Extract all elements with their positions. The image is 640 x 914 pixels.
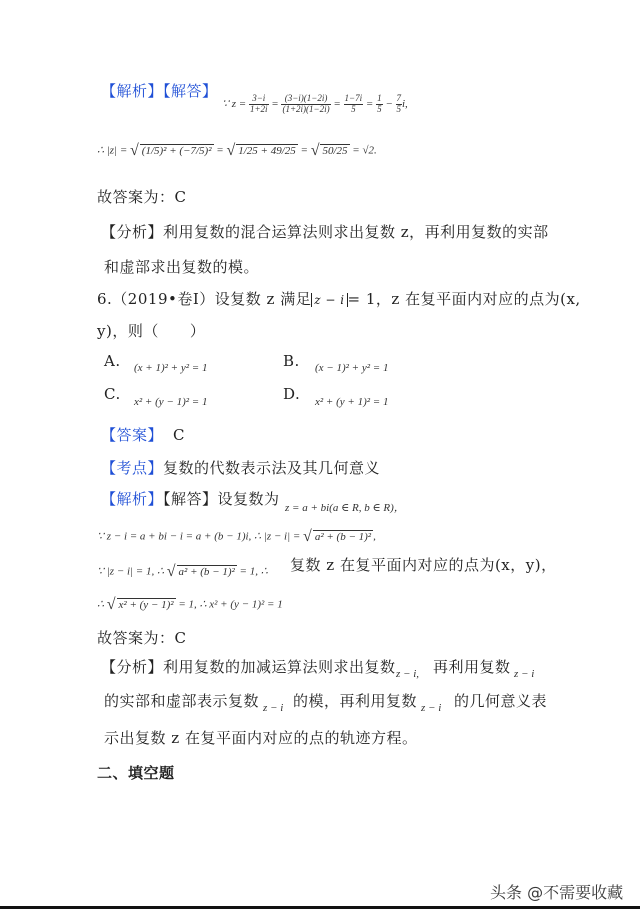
solution-line-c <box>97 563 268 581</box>
option-c: x² + (y − 1)² = 1 <box>134 396 208 408</box>
watermark: 头条 @不需要收藏 <box>490 883 624 902</box>
eq-text: , <box>373 530 376 543</box>
kaodian-row <box>101 457 380 478</box>
answer-tag: 【答案】 <box>101 426 164 444</box>
solution-header <box>101 488 280 509</box>
z-definition: z = a + bi(a ∈ R, b ∈ R)， <box>285 502 405 514</box>
analysis-text: 的模，再利用复数 <box>293 692 418 710</box>
numerator: (3−i)(1−2i) <box>281 94 330 105</box>
inline-math: z − i <box>514 668 535 680</box>
numerator: 7 <box>396 93 401 103</box>
answer-value: C <box>173 426 185 444</box>
sqrt-icon: √ <box>166 563 176 580</box>
question-6-stem <box>97 288 581 309</box>
modulus-equation <box>97 142 377 160</box>
inline-math: z − i <box>263 702 284 714</box>
fraction <box>344 94 364 115</box>
fraction <box>281 94 330 115</box>
eq-text: = <box>363 97 377 110</box>
eq-text: = √2. <box>349 144 377 157</box>
radicand: a² + (b − 1)² <box>178 565 235 578</box>
z-equation <box>222 94 408 115</box>
answer-line-1: 故答案为：C <box>97 188 187 206</box>
option-c-label: C. <box>104 385 121 403</box>
option-d-label: D. <box>283 385 301 403</box>
option-b-label: B. <box>283 352 300 370</box>
denominator: 5 <box>377 103 382 114</box>
eq-text: − <box>382 97 396 110</box>
analysis-1-line-2: 和虚部求出复数的模。 <box>104 258 260 276</box>
eq-text: ∴ <box>97 598 107 611</box>
radicand: x² + (y − 1)² <box>118 598 174 611</box>
answer-tag: 【解答】 <box>163 82 218 100</box>
eq-text: = <box>213 144 227 157</box>
denominator: (1+2i)(1−2i) <box>282 103 330 114</box>
sqrt-icon: √ <box>130 142 139 159</box>
fraction <box>249 94 269 115</box>
answer-tag: 【解答】 <box>163 490 218 508</box>
option-a: (x + 1)² + y² = 1 <box>134 362 208 374</box>
solution-line-d <box>97 596 283 614</box>
inline-math: z − i <box>421 702 442 714</box>
analysis-header <box>101 80 218 101</box>
denominator: 5 <box>396 103 401 114</box>
eq-text: = 1, ∴ x² + (y − 1)² = 1 <box>175 598 283 611</box>
analysis-tag: 【解析】 <box>101 490 164 508</box>
analysis-2-line-2: 的实部和虚部表示复数 <box>104 692 260 710</box>
solution-line-b <box>97 528 376 546</box>
sqrt-icon: √ <box>226 142 236 159</box>
numerator: 1 <box>377 93 382 103</box>
eq-text: ∵ |z − i| = 1, ∴ <box>97 565 167 578</box>
stem-text: = 1，z 在复平面内对应的点为(x, <box>347 290 581 308</box>
answer-line-2: 故答案为：C <box>97 629 187 647</box>
radicand: (1/5)² + (−7/5)² <box>141 144 212 157</box>
analysis-2-line-1 <box>101 656 396 677</box>
sqrt-icon: √ <box>303 528 312 545</box>
section-heading: 二、填空题 <box>97 764 175 782</box>
analysis-1-line-1: 【分析】利用复数的混合运算法则求出复数 z，再利用复数的实部 <box>101 223 549 241</box>
analysis-text: 再利用复数 <box>433 658 511 676</box>
eq-text: = 1, ∴ <box>236 565 268 578</box>
analysis-text: 【分析】利用复数的加减运算法则求出复数 <box>101 658 396 676</box>
question-6-stem-line-2: y)，则（ ） <box>97 322 206 340</box>
sqrt-icon: √ <box>106 596 116 613</box>
eq-text: ∴ |z| = <box>97 144 130 157</box>
option-a-label: A. <box>104 352 121 370</box>
option-d: x² + (y + 1)² = 1 <box>315 396 389 408</box>
modulus-box: z − i <box>311 293 347 307</box>
numerator: 1−7i <box>344 93 363 103</box>
eq-text: = <box>268 97 282 110</box>
kaodian-text: 复数的代数表示法及其几何意义 <box>163 459 381 477</box>
eq-text: ∵ z − i = a + bi − i = a + (b − 1)i, ∴ |z − i| = <box>97 530 304 543</box>
radicand: 1/25 + 49/25 <box>238 144 296 157</box>
radicand: 50/25 <box>322 144 348 157</box>
denominator: 5 <box>351 103 356 114</box>
eq-text: = <box>330 97 344 110</box>
sqrt-icon: √ <box>310 142 320 159</box>
analysis-tag: 【解析】 <box>101 82 164 100</box>
eq-text: ∵ z = <box>222 97 249 110</box>
inline-math: z − i, <box>396 668 420 680</box>
solution-line-c-text: 复数 z 在复平面内对应的点为(x，y)， <box>290 556 557 574</box>
option-b: (x − 1)² + y² = 1 <box>315 362 389 374</box>
eq-text: = <box>297 144 311 157</box>
stem-text: 6.（2019•卷Ⅰ）设复数 z 满足 <box>97 290 312 308</box>
answer-row <box>101 424 185 445</box>
analysis-2-line-3: 示出复数 z 在复平面内对应的点的轨迹方程。 <box>104 729 418 747</box>
eq-text: i, <box>402 97 408 110</box>
numerator: 3−i <box>249 94 269 105</box>
analysis-text: 的几何意义表 <box>454 692 548 710</box>
denominator: 1+2i <box>249 103 268 114</box>
bottom-rule <box>0 906 640 909</box>
radicand: a² + (b − 1)² <box>314 530 372 543</box>
solution-text: 设复数为 <box>217 490 280 508</box>
kaodian-tag: 【考点】 <box>101 459 164 477</box>
